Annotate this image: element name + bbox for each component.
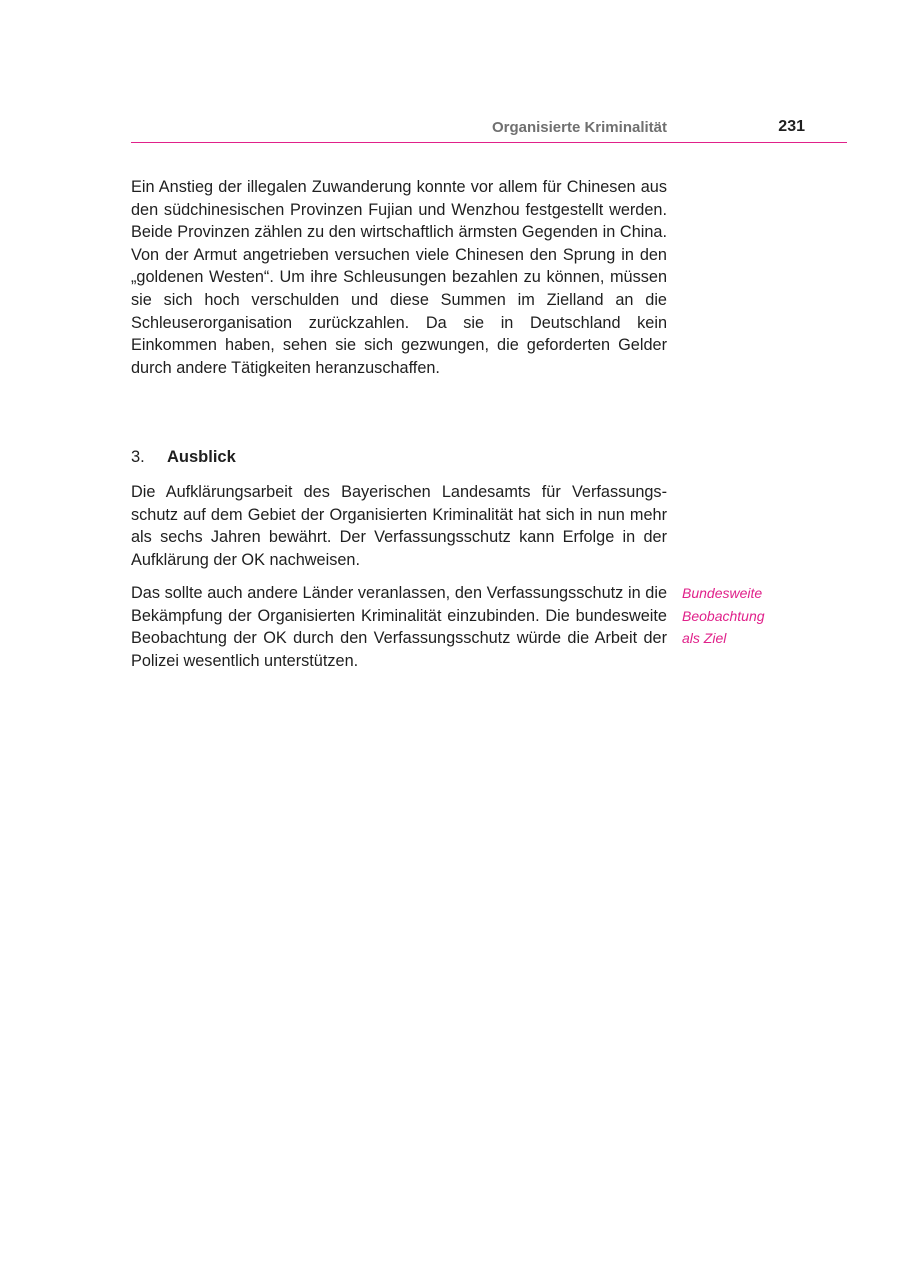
section-number: 3. — [131, 448, 145, 466]
page-number: 231 — [778, 118, 805, 135]
margin-note — [682, 582, 765, 650]
section-title: Ausblick — [167, 448, 236, 466]
margin-note-line-2: Beobachtung — [682, 607, 765, 624]
running-title: Organisierte Kriminalität — [491, 119, 667, 136]
body-paragraph-1: Ein Anstieg der illegalen Zuwanderung konnte vor allem für Chinesen aus den südchinesischen Provinzen Fujian und Wenzhou festgestellt werden. Beide Provinzen zählen zu den wirtschaftlich ärmsten Gegenden in China. Von der Armut angetrieben versuchen viele Chinesen den Sprung in den „goldenen Westen“. Um ihre Schleusungen bezahlen zu können, müssen sie sich hoch verschulden und diese Summen im Zielland an die Schleuserorganisation zurückzahlen. Da sie in Deutschland kein Einkommen haben, sehen sie sich gezwungen, die geforderten Gelder durch andere Tätigkeiten heranzuschaffen. — [131, 178, 667, 377]
margin-note-line-3: als Ziel — [682, 630, 727, 647]
running-head — [131, 116, 847, 143]
margin-note-line-1: Bundesweite — [682, 585, 763, 601]
body-paragraph-3: Das sollte auch andere Länder veranlassen, den Verfassungsschutz in die Bekämpfung der Organisierten Kriminalität einzubinden. Die bundesweite Beobachtung der OK durch den Verfassungsschutz würde die Arbeit der Polizei wesentlich unterstützen. — [131, 584, 667, 670]
section-heading — [131, 446, 236, 468]
body-paragraph-2: Die Aufklärungsarbeit des Bayerischen Landesamts für Verfassungsschutz auf dem Gebiet der Organisierten Kriminalität hat sich in nun mehr als sechs Jahren bewährt. Der Verfassungsschutz kann Erfolge in der Aufklärung der OK nachweisen. — [131, 483, 667, 569]
